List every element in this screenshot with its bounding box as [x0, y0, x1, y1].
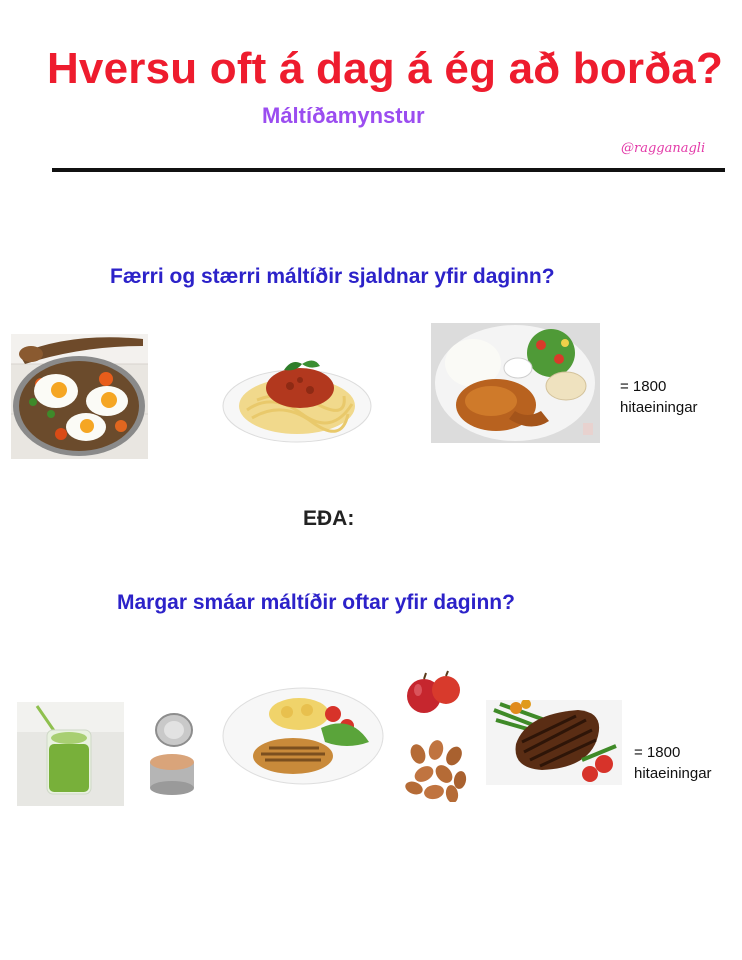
- calorie-total-many-meals: [634, 742, 712, 784]
- calorie-value: = 1800: [634, 744, 681, 761]
- header-divider: [52, 168, 725, 172]
- apples-image: [404, 670, 462, 716]
- green-smoothie-image: [17, 702, 124, 806]
- calorie-value: = 1800: [620, 378, 667, 395]
- chicken-salad-plate-image: [221, 684, 385, 785]
- question-many-meals: Margar smáar máltíðir oftar yfir daginn?: [117, 591, 515, 614]
- almonds-image: [404, 740, 468, 802]
- page-subtitle: Máltíðamynstur: [262, 103, 425, 128]
- tuna-can-image: [146, 712, 198, 796]
- calorie-total-few-meals: [620, 376, 698, 418]
- spaghetti-image: [222, 352, 372, 444]
- calorie-unit: hitaeiningar: [634, 765, 712, 782]
- question-few-meals: Færri og stærri máltíðir sjaldnar yfir daginn?: [110, 265, 555, 288]
- page-title: Hversu oft á dag á ég að borða?: [46, 44, 724, 93]
- grilled-steak-image: [486, 700, 622, 785]
- egg-skillet-image: [11, 334, 148, 459]
- author-handle: @ragganagli: [621, 141, 706, 156]
- chicken-rice-plate-image: [431, 323, 600, 443]
- calorie-unit: hitaeiningar: [620, 399, 698, 416]
- separator-or: EÐA:: [303, 507, 355, 530]
